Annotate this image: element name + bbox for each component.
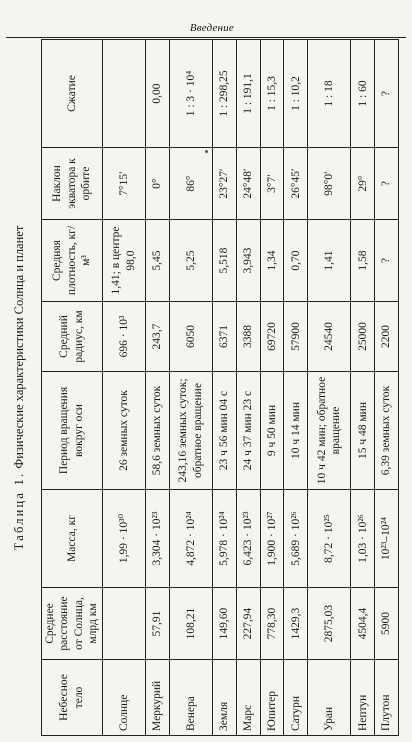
table-cell (102, 40, 145, 148)
table-cell: 15 ч 48 мин (351, 372, 375, 490)
table-cell: 24 ч 37 мин 23 с (236, 372, 260, 490)
table-row (284, 40, 308, 736)
table-row (213, 40, 237, 736)
column-header: Сжатие (42, 40, 103, 148)
table-caption (1, 38, 37, 738)
table-cell: 29° (351, 148, 375, 220)
table-cell: 8,72 · 10²⁵ (308, 490, 351, 588)
table-cell: 6050 (169, 302, 212, 372)
table-cell: 0° (145, 148, 169, 220)
table-cell: 1,99 · 10³⁰ (102, 490, 145, 588)
body-name-cell: Марс (236, 660, 260, 736)
table-cell: 108,21 (169, 588, 212, 660)
table-cell: 98°0′ (308, 148, 351, 220)
table-cell: 4,872 · 10²⁴ (169, 490, 212, 588)
table-cell: 1429,3 (284, 588, 308, 660)
table-cell: 1 : 18 (308, 40, 351, 148)
table-cell: 3°7′ (260, 148, 284, 220)
table-row (169, 40, 212, 736)
body-name-cell: Меркурий (145, 660, 169, 736)
table-cell: 778,30 (260, 588, 284, 660)
table-cell: ? (375, 40, 399, 148)
table-row (145, 40, 169, 736)
table-cell: 5,45 (145, 220, 169, 302)
table-cell: 23 ч 56 мин 04 с (213, 372, 237, 490)
table-cell: 0,70 (284, 220, 308, 302)
table-cell: 5,518 (213, 220, 237, 302)
body-name-cell: Земля (213, 660, 237, 736)
table-cell: 0,00 (145, 40, 169, 148)
column-header: Средняя плотность, кг/м³ (42, 220, 103, 302)
table-cell: 24°48′ (236, 148, 260, 220)
table-cell: 243,7 (145, 302, 169, 372)
table-cell: 1 : 60 (351, 40, 375, 148)
table-cell: 1,41 (308, 220, 351, 302)
table-cell: 7°15′ (102, 148, 145, 220)
table-cell: ? (375, 148, 399, 220)
table-cell: 1 : 191,1 (236, 40, 260, 148)
table-cell: 6,423 · 10²³ (236, 490, 260, 588)
table-cell: 149,60 (213, 588, 237, 660)
table-cell: 1 : 298,25 (213, 40, 237, 148)
running-title: Введение (189, 22, 234, 34)
table-cell: 1 : 10,2 (284, 40, 308, 148)
table-cell: 86° (169, 148, 212, 220)
table-cell: 69720 (260, 302, 284, 372)
table-cell: 5,689 · 10²⁶ (284, 490, 308, 588)
table-cell: 6,39 земных суток (375, 372, 399, 490)
table-cell: 227,94 (236, 588, 260, 660)
table-cell: 3388 (236, 302, 260, 372)
column-header: Небесное тело (42, 660, 103, 736)
column-header: Среднее расстояние от Солнца, млрд км (42, 588, 103, 660)
table-cell: 6371 (213, 302, 237, 372)
table-cell: 57,91 (145, 588, 169, 660)
table-header (42, 40, 103, 736)
table-cell: 1,58 (351, 220, 375, 302)
body-name-cell: Солнце (102, 660, 145, 736)
table-row (308, 40, 351, 736)
body-name-cell: Плутон (375, 660, 399, 736)
table-cell: 3,304 · 10²³ (145, 490, 169, 588)
body-name-cell: Венера (169, 660, 212, 736)
planet-characteristics-table (41, 39, 399, 736)
table-cell: 5900 (375, 588, 399, 660)
table-row (102, 40, 145, 736)
table-cell: 1 : 15,3 (260, 40, 284, 148)
table-cell: 58,6 земных суток (145, 372, 169, 490)
table-cell: 23°27′ (213, 148, 237, 220)
column-header: Средний радиус, км (42, 302, 103, 372)
table-cell: 1,34 (260, 220, 284, 302)
table-cell: 25000 (351, 302, 375, 372)
column-header: Масса, кг (42, 490, 103, 588)
table-cell: 57900 (284, 302, 308, 372)
body-name-cell: Нептун (351, 660, 375, 736)
table-body (102, 40, 399, 736)
table-cell: 243,16 земных суток; обратное вращение (169, 372, 212, 490)
table-row (351, 40, 375, 736)
table-cell: 26 земных суток (102, 372, 145, 490)
table-cell: 26°45′ (284, 148, 308, 220)
body-name-cell: Уран (308, 660, 351, 736)
body-name-cell: Юпитер (260, 660, 284, 736)
table-cell: 2200 (375, 302, 399, 372)
table-cell: 10 ч 42 мин; обратное вращение (308, 372, 351, 490)
column-header: Период вращения вокруг оси (42, 372, 103, 490)
header-row (42, 40, 103, 736)
table-cell: 9 ч 50 мин (260, 372, 284, 490)
caption-text: Физические характеристики Солнца и планет (12, 225, 26, 469)
table-cell: 1,03 · 10²⁶ (351, 490, 375, 588)
table-cell: 1 : 3 · 10⁴ (169, 40, 212, 148)
table-cell: 10²³–10²⁴ (375, 490, 399, 588)
table-cell: ? (375, 220, 399, 302)
table-cell: 2875,03 (308, 588, 351, 660)
table-row (236, 40, 260, 736)
table-cell: 10 ч 14 мин (284, 372, 308, 490)
column-header: Наклон экватора к орбите (42, 148, 103, 220)
table-cell: 696 · 10³ (102, 302, 145, 372)
caption-label: Таблица 1. (12, 471, 26, 551)
table-row (375, 40, 399, 736)
table-cell: 24540 (308, 302, 351, 372)
rotated-table-block (1, 38, 403, 738)
table-cell (102, 588, 145, 660)
body-name-cell: Сатурн (284, 660, 308, 736)
table-row (260, 40, 284, 736)
table-cell: 5,25 (169, 220, 212, 302)
table-cell: 4504,4 (351, 588, 375, 660)
table-cell: 5,978 · 10²⁴ (213, 490, 237, 588)
table-cell: 1,41; в центре 98,0 (102, 220, 145, 302)
table-cell: 3,943 (236, 220, 260, 302)
table-cell: 1,900 · 10²⁷ (260, 490, 284, 588)
